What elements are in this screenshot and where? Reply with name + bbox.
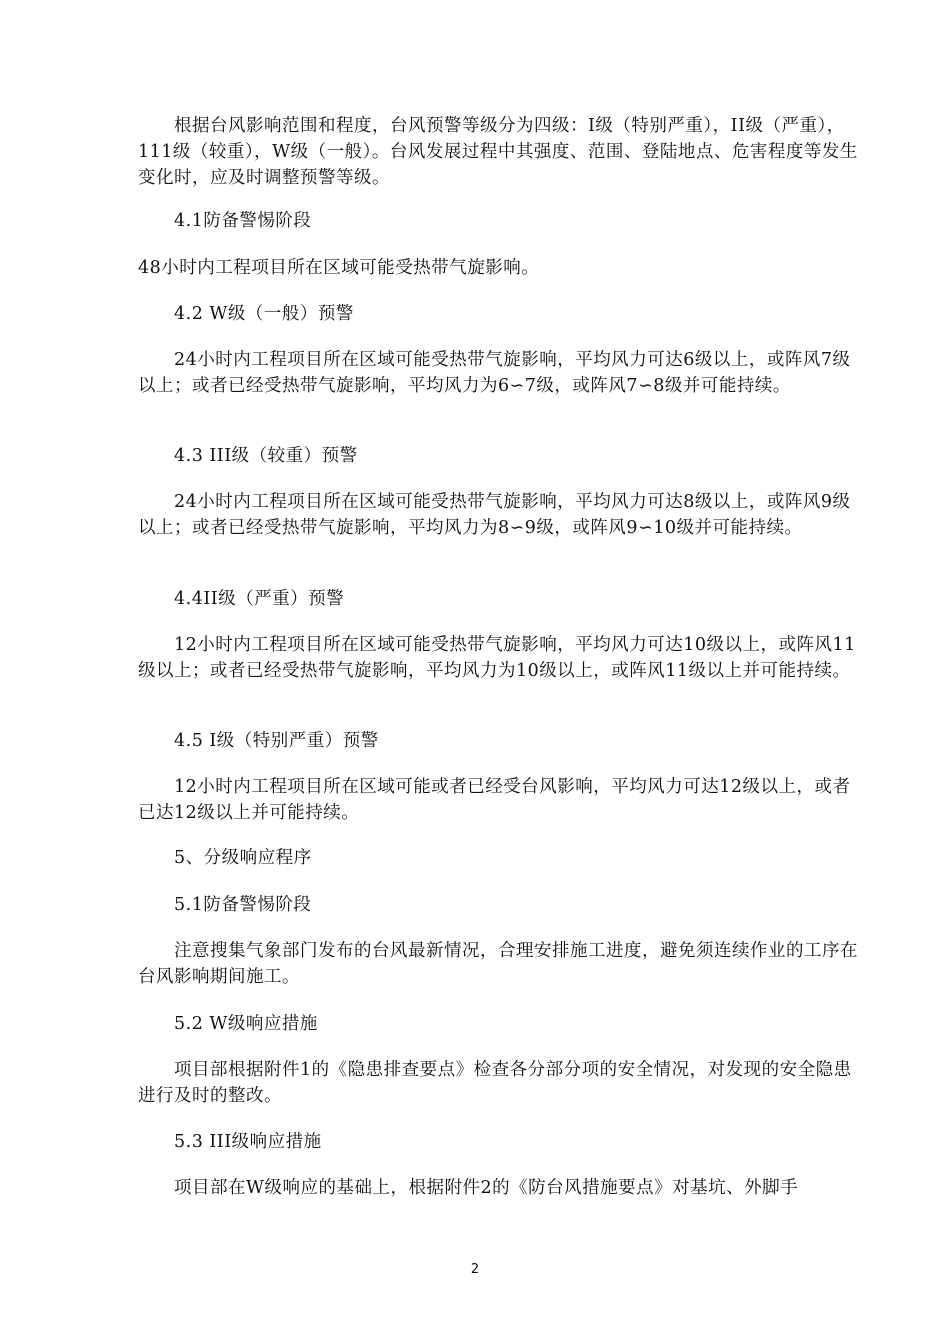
paragraph-5-2: 项目部根据附件1的《隐患排查要点》检查各分部分项的安全情况，对发现的安全隐患进行及时的整改。 xyxy=(138,1060,852,1106)
section-heading-4-5: 4.5 I级（特别严重）预警 xyxy=(174,731,379,751)
section-heading-4-3: 4.3 III级（较重）预警 xyxy=(174,446,358,466)
section-heading-4-2: 4.2 W级（一般）预警 xyxy=(174,304,354,324)
section-heading-5-3: 5.3 III级响应措施 xyxy=(174,1132,322,1152)
paragraph-4-5: 12小时内工程项目所在区域可能或者已经受台风影响，平均风力可达12级以上，或者已达12级以上并可能持续。 xyxy=(138,777,851,823)
section-heading-5-1: 5.1防备警惕阶段 xyxy=(174,895,312,915)
page-number: 2 xyxy=(470,1262,480,1277)
paragraph-4-1: 48小时内工程项目所在区域可能受热带气旋影响。 xyxy=(138,258,540,278)
intro-paragraph: 根据台风影响范围和程度，台风预警等级分为四级：I级（特别严重），II级（严重），111级（较重），W级（一般）。台风发展过程中其强度、范围、登陆地点、危害程度等发生变化时，应及时调整预警等级。 xyxy=(138,116,858,188)
paragraph-5-3: 项目部在W级响应的基础上，根据附件2的《防台风措施要点》对基坑、外脚手 xyxy=(174,1178,799,1198)
paragraph-5-1: 注意搜集气象部门发布的台风最新情况，合理安排施工进度，避免须连续作业的工序在台风影响期间施工。 xyxy=(138,941,858,987)
section-heading-4-4: 4.4II级（严重）预警 xyxy=(174,589,345,609)
paragraph-4-3: 24小时内工程项目所在区域可能受热带气旋影响，平均风力可达8级以上，或阵风9级以上；或者已经受热带气旋影响，平均风力为8∽9级，或阵风9∽10级并可能持续。 xyxy=(138,492,851,538)
section-heading-4-1: 4.1防备警惕阶段 xyxy=(174,211,312,231)
paragraph-4-4: 12小时内工程项目所在区域可能受热带气旋影响，平均风力可达10级以上，或阵风11级以上；或者已经受热带气旋影响，平均风力为10级以上，或阵风11级以上并可能持续。 xyxy=(138,635,856,681)
section-heading-5: 5、分级响应程序 xyxy=(174,848,312,868)
section-heading-5-2: 5.2 W级响应措施 xyxy=(174,1014,318,1034)
paragraph-4-2: 24小时内工程项目所在区域可能受热带气旋影响，平均风力可达6级以上，或阵风7级以上；或者已经受热带气旋影响，平均风力为6∽7级，或阵风7∽8级并可能持续。 xyxy=(138,350,851,396)
